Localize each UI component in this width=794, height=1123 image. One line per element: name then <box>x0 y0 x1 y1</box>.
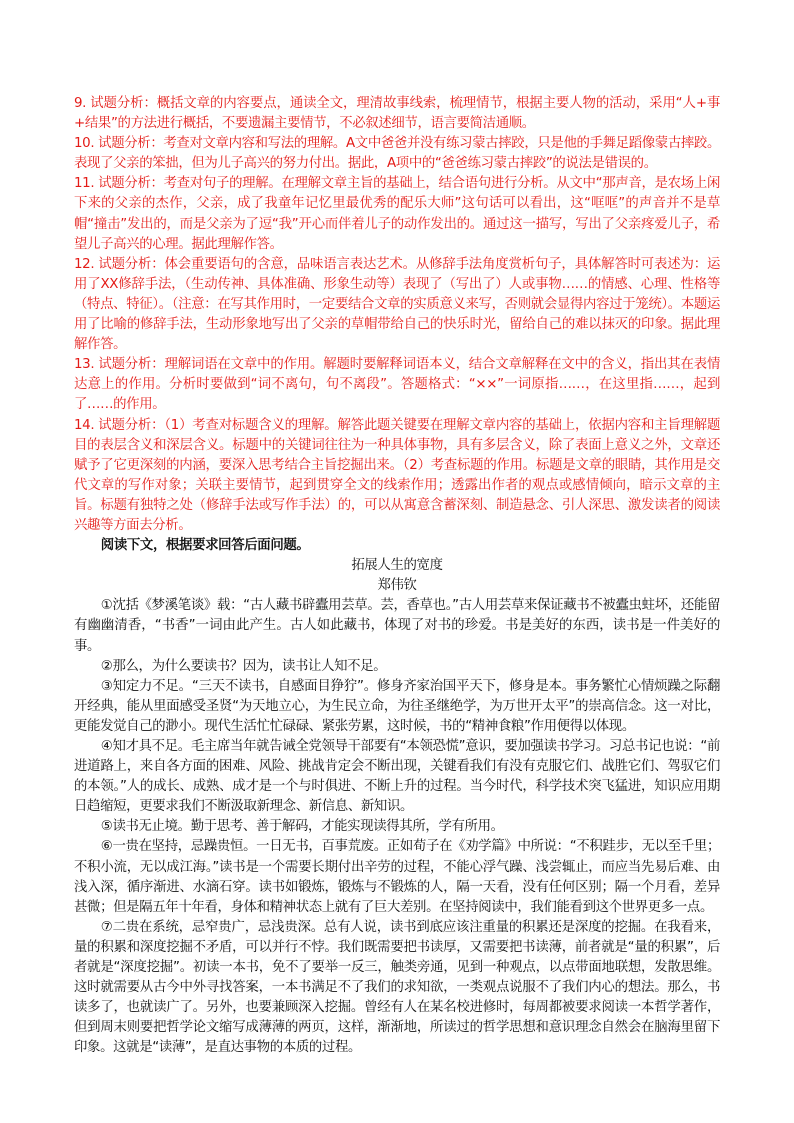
article-paragraph-1: ①沈括《梦溪笔谈》载：“古人藏书辟蠹用芸草。芸，香草也。”古人用芸草来保证藏书不被蠹虫蛀坏，还能留有幽幽清香，“书香”一词由此产生。古人如此藏书，体现了对书的珍爱。书是美好的东西，读书是一件美好的事。 <box>74 598 720 654</box>
article-title: 拓展人生的宽度 <box>351 558 443 574</box>
analysis-9: 9. 试题分析：概括文章的内容要点，通读全文，理清故事线索，梳理情节，根据主要人物的活动，采用“人+事+结果”的方法进行概括，不要遗漏主要情节，不必叙述细节，语言要简洁通顺。 <box>74 96 720 132</box>
analysis-12: 12. 试题分析：体会重要语句的含意，品味语言表达艺术。从修辞手法角度赏析句子，具体解答时可表述为：运用了XX修辞手法，（生动传神、具体准确、形象生动等）表现了（写出了）人或事物……的情感、心理、性格等（特点、特征）。（注意：在写其作用时，一定要结合文章的实质意义来写，否则就会显得内容过于笼统）。本题运用了比喻的修辞手法，生动形象地写出了父亲的草帽带给自己的快乐时光，留给自己的难以抹灭的印象。据此理解作答。 <box>74 256 720 353</box>
document-body <box>74 94 720 1059</box>
reading-section <box>74 536 720 1058</box>
analysis-11: 11. 试题分析：考查对句子的理解。在理解文章主旨的基础上，结合语句进行分析。从文中“那声音，是农场上闲下来的父亲的杰作，父亲，成了我童年记忆里最优秀的配乐大师”这句话可以看出，这“哐哐”的声音并不是草帽“撞击”发出的，而是父亲为了逗“我”开心而伴着儿子的动作发出的。通过这一描写，写出了父亲疼爱儿子，希望儿子高兴的心理。据此理解作答。 <box>74 176 720 252</box>
article-author: 郑伟钦 <box>377 578 417 594</box>
article-paragraph-6: ⑥一贵在坚持，忌躁贵恒。一日无书，百事荒废。正如荀子在《劝学篇》中所说：“不积跬步，无以至千里；不积小流，无以成江海。”读书是一个需要长期付出辛劳的过程，不能心浮气躁、浅尝辄止，而应当先易后难、由浅入深，循序渐进、水滴石穿。读书如锻炼，锻炼与不锻炼的人，隔一天看，没有任何区别；隔一个月看，差异甚微；但是隔五年十年看，身体和精神状态上就有了巨大差别。在坚持阅读中，我们能看到这个世界更多一点。 <box>74 839 720 915</box>
reading-instruction: 阅读下文，根据要求回答后面问题。 <box>100 538 310 554</box>
analysis-10: 10. 试题分析：考查对文章内容和写法的理解。A文中爸爸并没有练习蒙古摔跤，只是他的手舞足蹈像蒙古摔跤。表现了父亲的笨拙，但为儿子高兴的努力付出。据此，A项中的“爸爸练习蒙古摔跤”的说法是错误的。 <box>74 136 720 172</box>
article-paragraph-3: ③知定力不足。“三天不读书，自感面目狰狞”。修身齐家治国平天下，修身是本。事务繁忙心情烦躁之际翻开经典，能从里面感受圣贤“为天地立心，为生民立命，为往圣继绝学，为万世开太平”的崇高信念。这一对比，更能发觉自己的渺小。现代生活忙忙碌碌、紧张劳累，这时候，书的“精神食粮”作用便得以体现。 <box>74 678 720 734</box>
article-paragraph-4: ④知才具不足。毛主席当年就告诫全党领导干部要有“本领恐慌”意识，要加强读书学习。习总书记也说：“前进道路上，来自各方面的困难、风险、挑战肯定会不断出现，关键看我们有没有克服它们、战胜它们、驾驭它们的本领。”人的成长、成熟、成才是一个与时俱进、不断上升的过程。当今时代，科学技术突飞猛进，知识应用期日趋缩短，更要求我们不断汲取新理念、新信息、新知识。 <box>74 739 720 815</box>
answer-analysis-section <box>74 94 720 536</box>
analysis-13: 13. 试题分析：理解词语在文章中的作用。解题时要解释词语本义，结合文章解释在文中的含义，指出其在表情达意上的作用。分析时要做到“词不离句，句不离段”。答题格式：“××”一词原指……，在这里指……，起到了……的作用。 <box>74 357 720 413</box>
article-paragraph-7: ⑦二贵在系统，忌窄贵广，忌浅贵深。总有人说，读书到底应该注重量的积累还是深度的挖掘。在我看来，量的积累和深度挖掘不矛盾，可以并行不悖。我们既需要把书读厚，又需要把书读薄，前者就是“量的积累”，后者就是“深度挖掘”。初读一本书，免不了要举一反三，触类旁通，见到一种观点，以点带面地联想，发散思维。这时就需要从古今中外寻找答案，一本书满足不了我们的求知欲，一类观点说服不了我们内心的想法。那么，书读多了，也就读广了。另外，也要兼顾深入挖掘。曾经有人在某名校进修时，每周都被要求阅读一本哲学著作，但到周末则要把哲学论文缩写成薄薄的两页，这样，渐渐地，所读过的哲学思想和意识理念自然会在脑海里留下印象。这就是“读薄”，是直达事物的本质的过程。 <box>74 919 720 1056</box>
article-paragraph-5: ⑤读书无止境。勤于思考、善于解码，才能实现读得其所，学有所用。 <box>100 819 504 835</box>
article-paragraph-2: ②那么，为什么要读书？因为，读书让人知不足。 <box>100 658 387 674</box>
analysis-14: 14. 试题分析：（1）考查对标题含义的理解。解答此题关键要在理解文章内容的基础上，依据内容和主旨理解题目的表层含义和深层含义。标题中的关键词往往为一种具体事物，具有多层含义，除了表面上意义之外，文章还赋予了它更深刻的内涵，要深入思考结合主旨挖掘出来。（2）考查标题的作用。标题是文章的眼睛，其作用是交代文章的写作对象；关联主要情节，起到贯穿全文的线索作用；透露出作者的观点或感情倾向，暗示文章的主旨。标题有独特之处（修辞手法或写作手法）的，可以从寓意含蓄深刻、制造悬念、引人深思、激发读者的阅读兴趣等方面去分析。 <box>74 417 720 533</box>
